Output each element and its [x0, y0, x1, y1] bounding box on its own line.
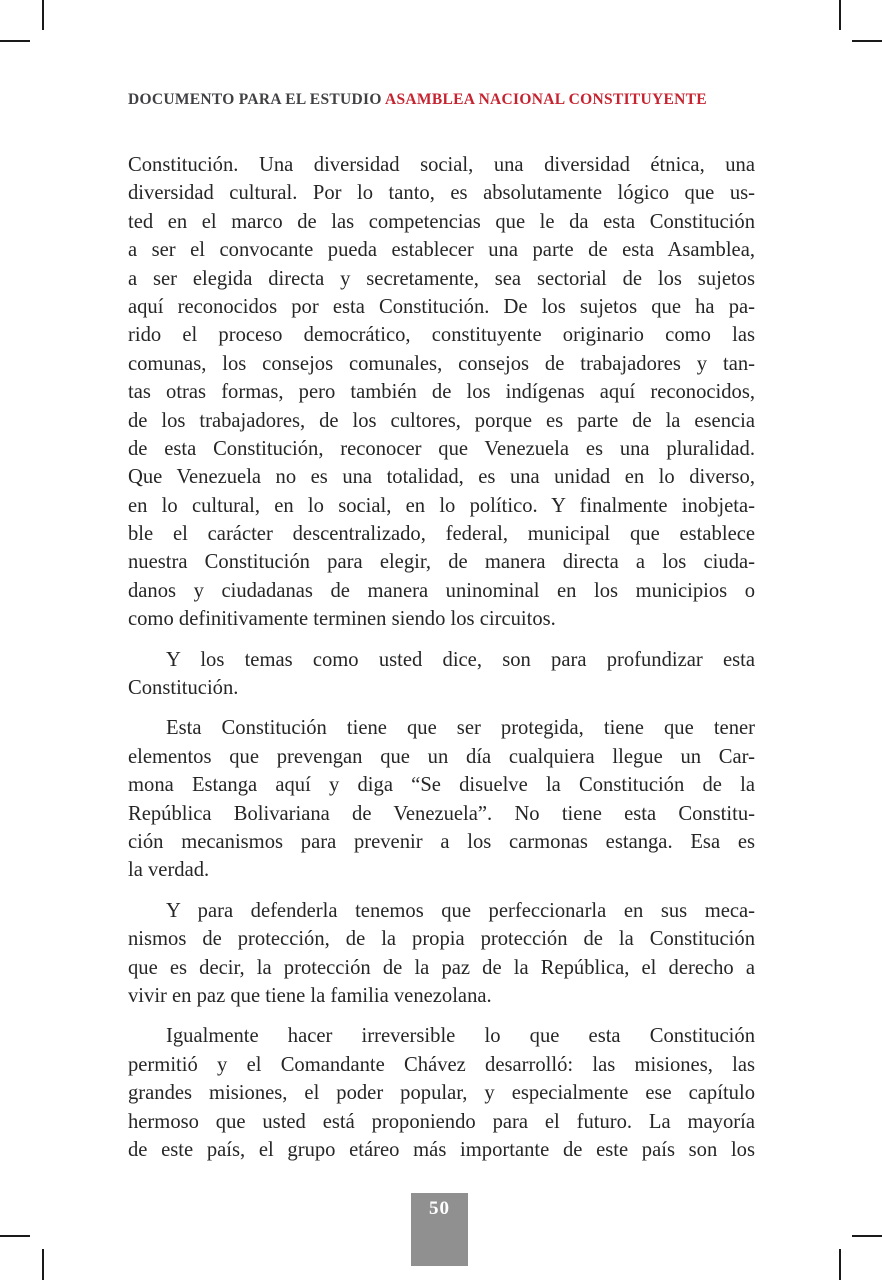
- text-line: Constitución.: [128, 677, 239, 700]
- text-line: comunas, los consejos comunales, consejos de trabajadores y tan-: [128, 352, 755, 375]
- text-line: Que Venezuela no es una totalidad, es una unidad en lo diverso,: [128, 466, 755, 489]
- text-line: aquí reconocidos por esta Constitución. De los sujetos que ha pa-: [128, 295, 755, 318]
- running-header-subtitle: ASAMBLEA NACIONAL CONSTITUYENTE: [385, 91, 707, 108]
- crop-mark-bottom-right-horizontal: [852, 1235, 882, 1237]
- text-line: a ser elegida directa y secretamente, sea sectorial de los sujetos: [128, 267, 755, 290]
- text-line: a ser el convocante pueda establecer una parte de esta Asamblea,: [128, 239, 755, 262]
- crop-mark-top-right-horizontal: [852, 40, 882, 42]
- crop-mark-top-right-vertical: [839, 0, 841, 30]
- text-line: vivir en paz que tiene la familia venezolana.: [128, 984, 492, 1007]
- text-line: ted en el marco de las competencias que le da esta Constitución: [128, 210, 755, 233]
- text-line: la verdad.: [128, 859, 210, 882]
- paragraph: [128, 714, 755, 884]
- crop-mark-bottom-left-horizontal: [0, 1235, 30, 1237]
- page-number-box: [411, 1193, 468, 1266]
- page-number: 50: [429, 1198, 450, 1219]
- paragraph: [128, 646, 755, 703]
- text-line: Constitución. Una diversidad social, una diversidad étnica, una: [128, 154, 755, 176]
- text-line: en lo cultural, en lo social, en lo político. Y finalmente inobjeta-: [128, 494, 755, 517]
- text-line: de esta Constitución, reconocer que Venezuela es una pluralidad.: [128, 437, 755, 460]
- text-line: permitió y el Comandante Chávez desarrolló: las misiones, las: [128, 1053, 755, 1076]
- text-line: danos y ciudadanas de manera uninominal en los municipios o: [128, 579, 755, 602]
- text-line: grandes misiones, el poder popular, y especialmente ese capítulo: [128, 1082, 755, 1105]
- text-line: hermoso que usted está proponiendo para el futuro. La mayoría: [128, 1110, 755, 1133]
- text-line: mona Estanga aquí y diga “Se disuelve la Constitución de la: [128, 774, 755, 797]
- text-line: ción mecanismos para prevenir a los carmonas estanga. Esa es: [128, 830, 755, 853]
- text-line: nuestra Constitución para elegir, de manera directa a los ciuda-: [128, 551, 755, 574]
- body-text: [128, 151, 755, 1164]
- text-line: Esta Constitución tiene que ser protegida, tiene que tener: [166, 717, 755, 740]
- text-line: como definitivamente terminen siendo los circuitos.: [128, 608, 556, 631]
- text-line: de los trabajadores, de los cultores, porque es parte de la esencia: [128, 409, 755, 432]
- running-header-title: DOCUMENTO PARA EL ESTUDIO: [128, 91, 385, 108]
- text-line: tas otras formas, pero también de los indígenas aquí reconocidos,: [128, 381, 755, 404]
- text-line: ble el carácter descentralizado, federal, municipal que establece: [128, 523, 755, 546]
- text-line: Igualmente hacer irreversible lo que esta Constitución: [166, 1025, 755, 1048]
- text-line: República Bolivariana de Venezuela”. No tiene esta Constitu-: [128, 802, 755, 825]
- crop-mark-bottom-left-vertical: [42, 1249, 44, 1280]
- paragraph: [128, 151, 755, 634]
- paragraph: [128, 897, 755, 1011]
- crop-mark-bottom-right-vertical: [839, 1249, 841, 1280]
- text-line: de este país, el grupo etáreo más importante de este país son los: [128, 1138, 755, 1161]
- text-line: que es decir, la protección de la paz de la República, el derecho a: [128, 956, 755, 979]
- paragraph: [128, 1022, 755, 1164]
- crop-mark-top-left-horizontal: [0, 40, 30, 42]
- text-line: nismos de protección, de la propia protección de la Constitución: [128, 928, 755, 951]
- text-line: diversidad cultural. Por lo tanto, es absolutamente lógico que us-: [128, 182, 755, 205]
- crop-mark-top-left-vertical: [42, 0, 44, 30]
- text-line: Y los temas como usted dice, son para profundizar esta: [166, 648, 755, 671]
- text-line: rido el proceso democrático, constituyente originario como las: [128, 324, 755, 347]
- running-header: [128, 91, 768, 109]
- text-line: elementos que prevengan que un día cualquiera llegue un Car-: [128, 745, 755, 768]
- text-line: Y para defenderla tenemos que perfeccionarla en sus meca-: [166, 899, 755, 922]
